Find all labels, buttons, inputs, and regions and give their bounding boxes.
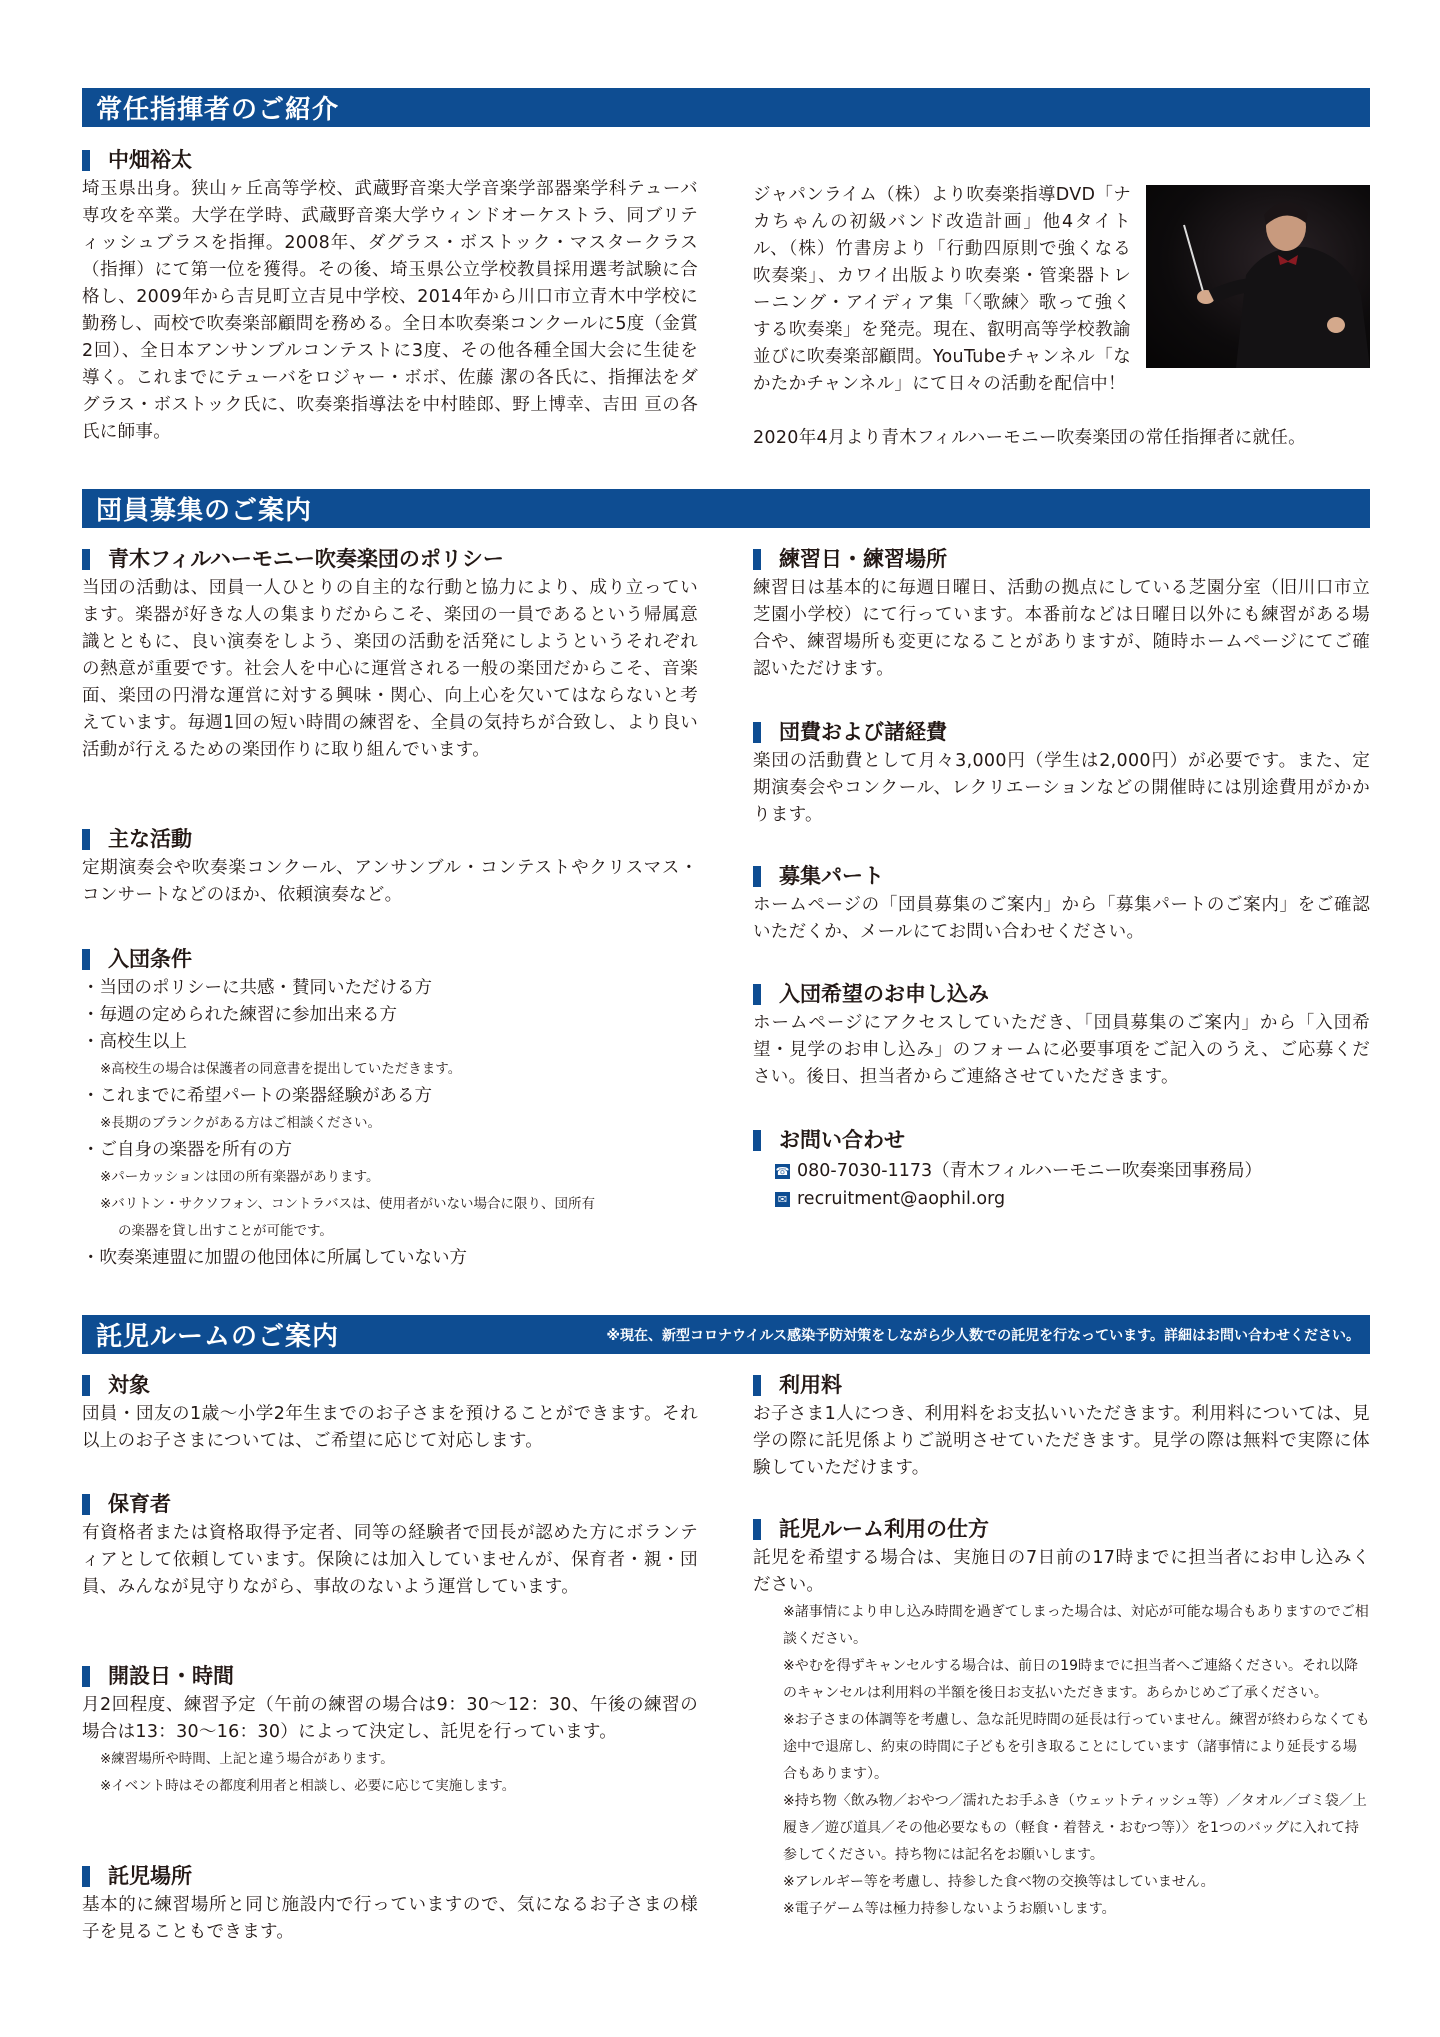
usage-note: ※アレルギー等を考慮し、持参した食べ物の交換等はしていません。: [783, 1874, 1215, 1890]
condition-note: ※パーカッションは団の所有楽器があります。: [100, 1169, 380, 1185]
condition-item: ・吹奏楽連盟に加盟の他団体に所属していない方: [82, 1248, 467, 1268]
place-text: 基本的に練習場所と同じ施設内で行っていますので、気になるお子さまの様子を見ることもできます。: [82, 1895, 698, 1942]
practice-heading: 練習日・練習場所: [753, 546, 1370, 573]
usage-note: ※お子さまの体調等を考慮し、急な託児時間の延長は行っていません。練習が終わらなくても途中で退席し、約束の時間に子どもを引き取ることにしています（諸事情により延長する場合もあります）。: [783, 1712, 1370, 1782]
usage-note: ※電子ゲーム等は極力持参しないようお願いします。: [783, 1901, 1116, 1917]
conditions-section: [82, 946, 698, 1272]
caretaker-section: [82, 1491, 698, 1601]
policy-text: 当団の活動は、団員一人ひとりの自主的な行動と協力により、成り立っています。楽器が好きな人の集まりだからこそ、楽団の一員であるという帰属意識とともに、良い演奏をしよう、楽団の活動を活発にしようというそれぞれの熱意が重要です。社会人を中心に運営される一般の楽団だからこそ、音楽面、楽団の円滑な運営に対する興味・関心、向上心を欠いてはならないと考えています。毎週1回の短い時間の練習を、全員の気持ちが合致し、より良い活動が行えるための楽団作りに取り組んでいます。: [82, 578, 698, 760]
condition-item: ・高校生以上: [82, 1032, 187, 1052]
section-banner-conductor: [82, 88, 1370, 127]
condition-note: ※長期のブランクがある方はご相談ください。: [100, 1115, 382, 1131]
contact-phone[interactable]: [753, 1156, 1370, 1186]
envelope-icon: ✉: [775, 1192, 790, 1207]
usage-note: ※持ち物〈飲み物／おやつ／濡れたお手ふき（ウェットティッシュ等）／タオル／ゴミ袋／上履き／遊び道具／その他必要なもの（軽食・着替え・おむつ等）〉を1つのバッグに入れて持参してください。持ち物には記名をお願いします。: [783, 1793, 1367, 1863]
schedule-heading: 開設日・時間: [82, 1663, 698, 1690]
usage-heading: 託児ルーム利用の仕方: [753, 1516, 1370, 1543]
fee-text: お子さま1人につき、利用料をお支払いいただきます。利用料については、見学の際に託児係よりご説明させていただきます。見学の際は無料で実際に体験していただけます。: [753, 1404, 1370, 1478]
fee-section: [753, 1372, 1370, 1482]
parts-section: [753, 863, 1370, 946]
section-title: 常任指揮者のご紹介: [96, 95, 340, 125]
policy-heading: 青木フィルハーモニー吹奏楽団のポリシー: [82, 546, 698, 573]
condition-note: ※高校生の場合は保護者の同意書を提出していただきます。: [100, 1061, 462, 1077]
conditions-heading: 入団条件: [82, 946, 698, 973]
fee-heading: 利用料: [753, 1372, 1370, 1399]
target-text: 団員・団友の1歳〜小学2年生までのお子さまを預けることができます。それ以上のお子さまについては、ご希望に応じて対応します。: [82, 1404, 698, 1451]
place-heading: 託児場所: [82, 1863, 698, 1890]
phone-number[interactable]: 080-7030-1173（青木フィルハーモニー吹奏楽団事務局）: [797, 1161, 1262, 1181]
condition-item: ・ご自身の楽器を所有の方: [82, 1140, 292, 1160]
conductor-figure-icon: [1146, 185, 1370, 368]
parts-heading: 募集パート: [753, 863, 1370, 890]
activities-text: 定期演奏会や吹奏楽コンクール、アンサンブル・コンテストやクリスマス・コンサートなどのほか、依頼演奏など。: [82, 858, 698, 905]
usage-notes: [753, 1599, 1370, 1923]
section-banner-nursery: [82, 1315, 1370, 1354]
apply-section: [753, 981, 1370, 1091]
section-title: 託児ルームのご案内: [96, 1322, 340, 1352]
usage-text: 託児を希望する場合は、実施日の7日前の17時までに担当者にお申し込みください。: [753, 1548, 1370, 1595]
conductor-name: 中畑裕太: [82, 147, 698, 174]
place-section: [82, 1863, 698, 1946]
covid-note: ※現在、新型コロナウイルス感染予防対策をしながら少人数での託児を行なっています。詳細はお問い合わせください。: [606, 1327, 1360, 1344]
email-link[interactable]: recruitment@aophil.org: [797, 1189, 1006, 1209]
contact-heading: お問い合わせ: [753, 1127, 1370, 1154]
caretaker-heading: 保育者: [82, 1491, 698, 1518]
usage-section: [753, 1516, 1370, 1923]
fees-heading: 団費および諸経費: [753, 719, 1370, 746]
usage-note: ※諸事情により申し込み時間を過ぎてしまった場合は、対応が可能な場合もありますのでご相談ください。: [783, 1604, 1369, 1647]
target-heading: 対象: [82, 1372, 698, 1399]
contact-section: [753, 1127, 1370, 1214]
practice-section: [753, 546, 1370, 683]
caretaker-text: 有資格者または資格取得予定者、同等の経験者で団長が認めた方にボランティアとして依頼しています。保険には加入していませんが、保育者・親・団員、みんなが見守りながら、事故のないよう運営しています。: [82, 1523, 698, 1597]
conductor-right: [753, 182, 1131, 398]
condition-item: ・これまでに希望パートの楽器経験がある方: [82, 1086, 432, 1106]
contact-email[interactable]: [753, 1184, 1370, 1214]
practice-text: 練習日は基本的に毎週日曜日、活動の拠点にしている芝園分室（旧川口市立芝園小学校）にて行っています。本番前などは日曜日以外にも練習がある場合や、練習場所も変更になることがありますが、随時ホームページにてご確認いただけます。: [753, 578, 1370, 679]
target-section: [82, 1372, 698, 1455]
section-banner-recruit: [82, 489, 1370, 528]
conductor-photo: [1146, 185, 1370, 368]
conductor-bio-last: 2020年4月より青木フィルハーモニー吹奏楽団の常任指揮者に就任。: [753, 428, 1306, 448]
conditions-list: [82, 975, 698, 1272]
policy-section: [82, 546, 698, 764]
conductor-bio-last-wrap: [753, 425, 1393, 452]
condition-note: の楽器を貸し出すことが可能です。: [118, 1223, 333, 1239]
conductor-left: [82, 147, 698, 446]
apply-text: ホームページにアクセスしていただき、「団員募集のご案内」から「入団希望・見学のお申し込み」のフォームに必要事項をご記入のうえ、ご応募ください。後日、担当者からご連絡させていただきます。: [753, 1013, 1370, 1087]
condition-note: ※バリトン・サクソフォン、コントラバスは、使用者がいない場合に限り、団所有: [100, 1196, 596, 1212]
conductor-bio-2: ジャパンライム（株）より吹奏楽指導DVD「ナカちゃんの初級バンド改造計画」他4タイトル、（株）竹書房より「行動四原則で強くなる吹奏楽」、カワイ出版より吹奏楽・管楽器トレーニング・アイディア集「〈歌練〉歌って強くする吹奏楽」を発売。現在、叡明高等学校教諭並びに吹奏楽部顧問。YouTubeチャンネル「なかたかチャンネル」にて日々の活動を配信中！: [753, 185, 1131, 394]
section-title: 団員募集のご案内: [96, 496, 313, 526]
schedule-note: ※練習場所や時間、上記と違う場合があります。: [100, 1751, 394, 1767]
schedule-note: ※イベント時はその都度利用者と相談し、必要に応じて実施します。: [100, 1778, 516, 1794]
parts-text: ホームページの「団員募集のご案内」から「募集パートのご案内」をご確認いただくか、メールにてお問い合わせください。: [753, 895, 1370, 942]
fees-text: 楽団の活動費として月々3,000円（学生は2,000円）が必要です。また、定期演奏会やコンクール、レクリエーションなどの開催時には別途費用がかかります。: [753, 751, 1370, 825]
schedule-section: [82, 1663, 698, 1800]
phone-icon: ☎: [775, 1164, 790, 1178]
usage-note: ※やむを得ずキャンセルする場合は、前日の19時までに担当者へご連絡ください。それ以降のキャンセルは利用料の半額を後日お支払いただきます。あらかじめご了承ください。: [783, 1658, 1358, 1701]
condition-item: ・当団のポリシーに共感・賛同いただける方: [82, 978, 432, 998]
schedule-text: 月2回程度、練習予定（午前の練習の場合は9：30〜12：30、午後の練習の場合は13：30〜16：30）によって決定し、託児を行っています。: [82, 1695, 698, 1742]
fees-section: [753, 719, 1370, 829]
activities-heading: 主な活動: [82, 826, 698, 853]
conductor-bio: 埼玉県出身。狭山ヶ丘高等学校、武蔵野音楽大学音楽学部器楽学科テューバ専攻を卒業。大学在学時、武蔵野音楽大学ウィンドオーケストラ、同ブリティッシュブラスを指揮。2008年、ダグラス・ボストック・マスタークラス（指揮）にて第一位を獲得。その後、埼玉県公立学校教員採用選考試験に合格し、2009年から吉見町立吉見中学校、2014年から川口市立青木中学校に勤務し、両校で吹奏楽部顧問を務める。全日本吹奏楽コンクールに5度（金賞2回）、全日本アンサンブルコンテストに3度、その他各種全国大会に生徒を導く。これまでにテューバをロジャー・ボボ、佐藤 潔の各氏に、指揮法をダグラス・ボストック氏に、吹奏楽指導法を中村睦郎、野上博幸、吉田 亘の各氏に師事。: [82, 179, 698, 442]
condition-item: ・毎週の定められた練習に参加出来る方: [82, 1005, 397, 1025]
apply-heading: 入団希望のお申し込み: [753, 981, 1370, 1008]
activities-section: [82, 826, 698, 909]
